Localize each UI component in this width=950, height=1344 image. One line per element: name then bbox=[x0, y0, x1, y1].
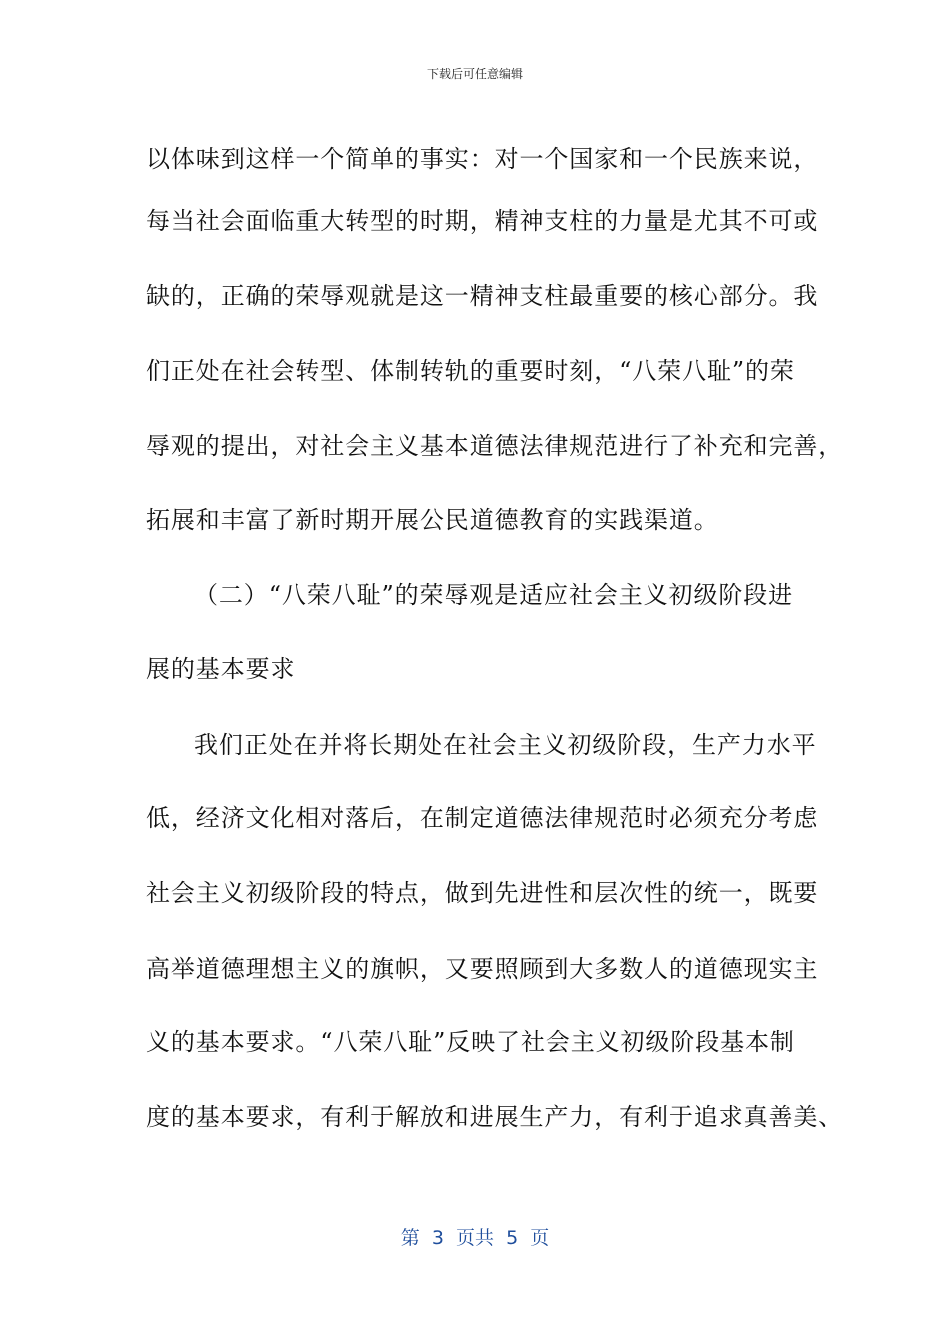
paragraph-line: 度的基本要求，有利于解放和进展生产力，有利于追求真善美、 bbox=[146, 1103, 844, 1131]
page-number: 第 3 页共 5 页 bbox=[400, 1227, 550, 1249]
paragraph-line: 义的基本要求。“八荣八耻”反映了社会主义初级阶段基本制 bbox=[146, 1028, 795, 1056]
paragraph-line: 低，经济文化相对落后，在制定道德法律规范时必须充分考虑 bbox=[146, 804, 819, 832]
section-heading-line: （二）“八荣八耻”的荣辱观是适应社会主义初级阶段进 bbox=[194, 581, 794, 609]
page-header: 下载后可任意编辑 bbox=[426, 67, 523, 81]
paragraph-line: 社会主义初级阶段的特点，做到先进性和层次性的统一，既要 bbox=[146, 879, 819, 907]
section-heading-line: 展的基本要求 bbox=[146, 655, 296, 683]
paragraph-line: 每当社会面临重大转型的时期，精神支柱的力量是尤其不可或 bbox=[146, 207, 819, 235]
paragraph-line: 高举道德理想主义的旗帜，又要照顾到大多数人的道德现实主 bbox=[146, 955, 819, 983]
paragraph-line: 我们正处在并将长期处在社会主义初级阶段，生产力水平 bbox=[194, 731, 817, 759]
paragraph-line: 们正处在社会转型、体制转轨的重要时刻，“八荣八耻”的荣 bbox=[146, 357, 795, 385]
paragraph-line: 辱观的提出，对社会主义基本道德法律规范进行了补充和完善， bbox=[146, 432, 844, 460]
paragraph-line: 缺的，正确的荣辱观就是这一精神支柱最重要的核心部分。我 bbox=[146, 282, 819, 310]
paragraph-line: 以体味到这样一个简单的事实：对一个国家和一个民族来说， bbox=[146, 145, 819, 173]
paragraph-line: 拓展和丰富了新时期开展公民道德教育的实践渠道。 bbox=[146, 506, 719, 534]
